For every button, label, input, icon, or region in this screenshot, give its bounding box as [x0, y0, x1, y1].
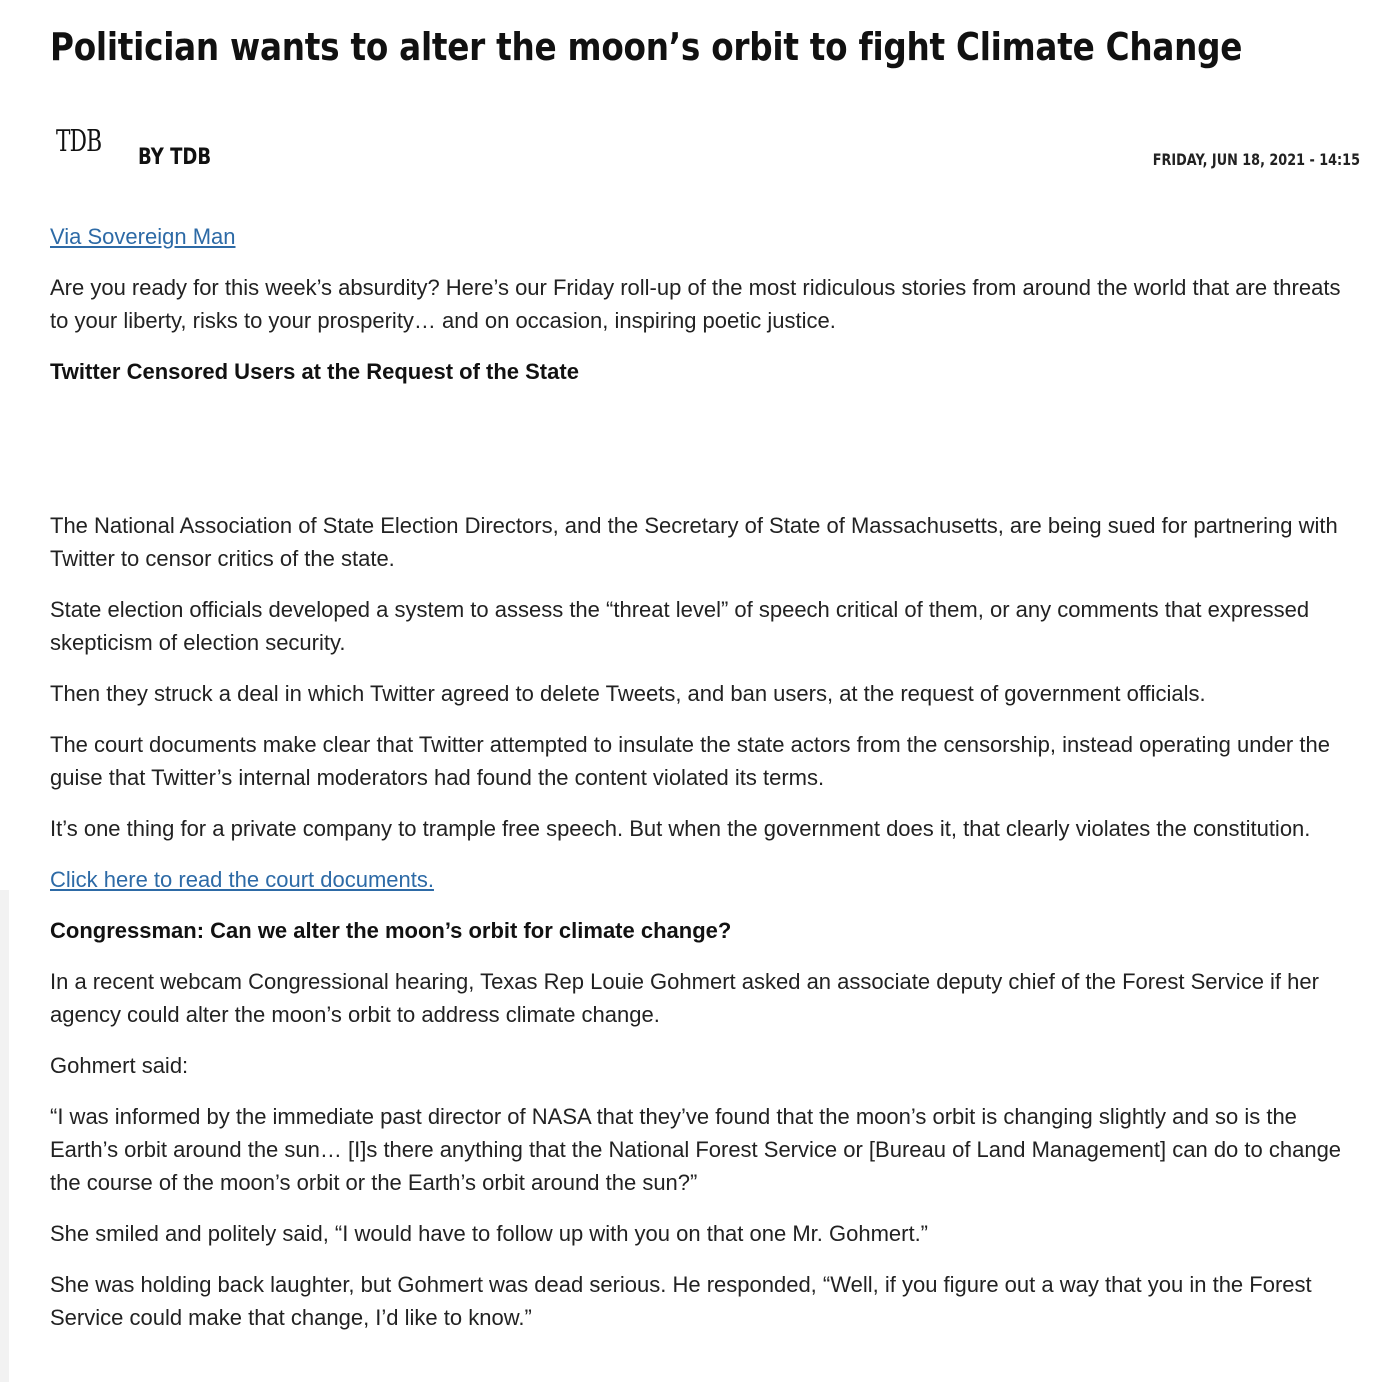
article-headline: Politician wants to alter the moon’s orbit to fight Climate Change [50, 25, 1243, 69]
body-paragraph: She was holding back laughter, but Gohmert was dead serious. He responded, “Well, if you figure out a way that you in the Forest Service could make that change, I’d like to know.” [50, 1272, 1312, 1330]
intro-paragraph: Are you ready for this week’s absurdity? Here’s our Friday roll-up of the most ridiculous stories from around the world that are threats to your liberty, risks to your prosperity… and on occasion, inspiring poetic justice. [50, 275, 1341, 333]
embed-placeholder [50, 406, 1360, 509]
section-heading-twitter: Twitter Censored Users at the Request of the State [50, 359, 579, 384]
source-link[interactable]: Via Sovereign Man [50, 224, 236, 249]
article-body [50, 220, 1360, 1352]
body-paragraph: Then they struck a deal in which Twitter agreed to delete Tweets, and ban users, at the request of government officials. [50, 681, 1206, 706]
author-name[interactable]: BY TDB [138, 145, 212, 170]
body-paragraph: The court documents make clear that Twitter attempted to insulate the state actors from the censorship, instead operating under the guise that Twitter’s internal moderators had found the content violated its terms. [50, 732, 1330, 790]
body-paragraph: It’s one thing for a private company to trample free speech. But when the government does it, that clearly violates the constitution. [50, 816, 1311, 841]
quote-paragraph: “I was informed by the immediate past director of NASA that they’ve found that the moon’s orbit is changing slightly and so is the Earth’s orbit around the sun… [I]s there anything that the National Forest Service or [Bureau of Land Management] can do to change the course of the moon’s orbit or the Earth’s orbit around the sun?” [50, 1104, 1342, 1195]
court-documents-link[interactable]: Click here to read the court documents. [50, 867, 434, 892]
body-paragraph: She smiled and politely said, “I would have to follow up with you on that one Mr. Gohmert.” [50, 1221, 929, 1246]
left-margin-shade [0, 890, 9, 1382]
publish-date: FRIDAY, JUN 18, 2021 - 14:15 [1152, 150, 1360, 169]
section-heading-moon: Congressman: Can we alter the moon’s orbit for climate change? [50, 918, 732, 943]
tdb-logo: TDB [56, 124, 102, 159]
body-paragraph: In a recent webcam Congressional hearing, Texas Rep Louie Gohmert asked an associate deputy chief of the Forest Service if her agency could alter the moon’s orbit to address climate change. [50, 969, 1319, 1027]
body-paragraph: The National Association of State Election Directors, and the Secretary of State of Massachusetts, are being sued for partnering with Twitter to censor critics of the state. [50, 513, 1338, 571]
body-paragraph: State election officials developed a system to assess the “threat level” of speech critical of them, or any comments that expressed skepticism of election security. [50, 597, 1310, 655]
body-paragraph: Gohmert said: [50, 1053, 189, 1078]
byline [50, 118, 1360, 178]
